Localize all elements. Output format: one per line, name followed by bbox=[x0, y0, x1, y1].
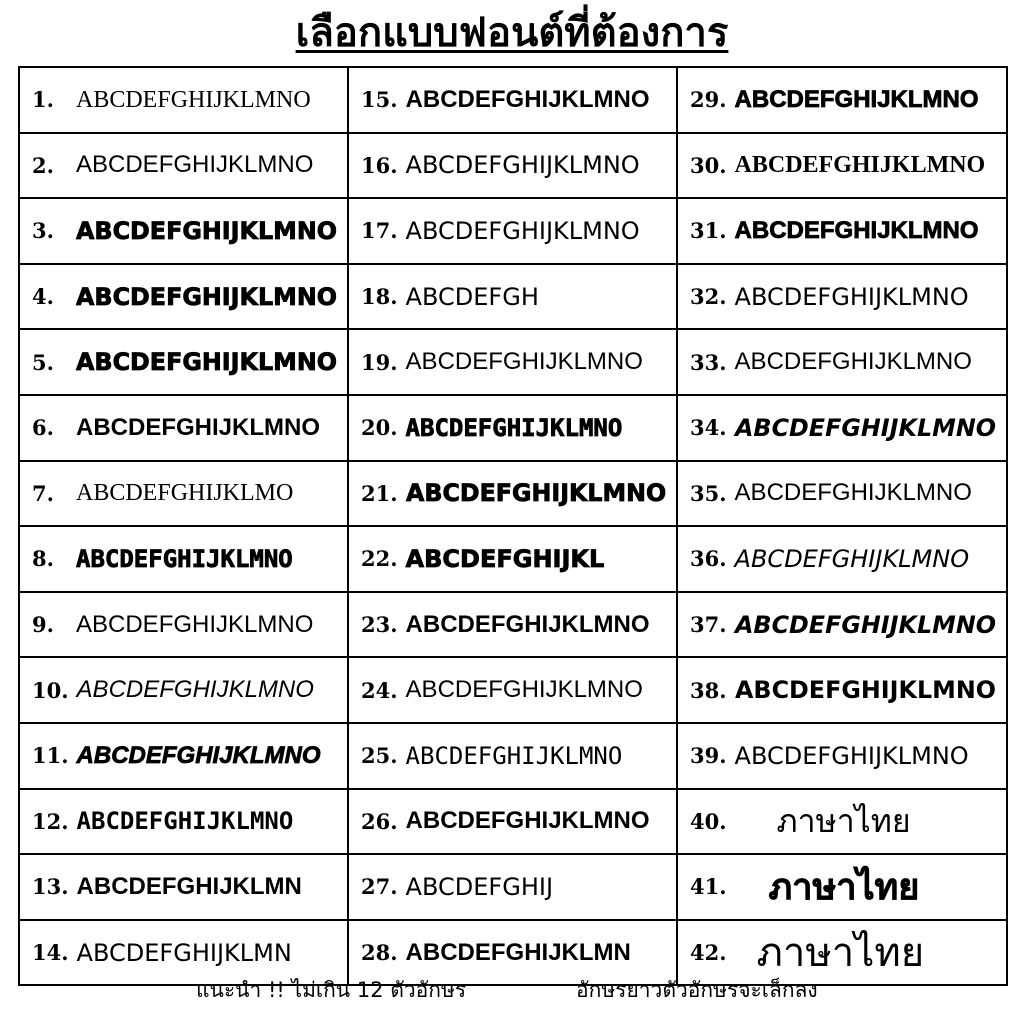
font-option bbox=[690, 68, 1006, 132]
font-option bbox=[361, 396, 676, 460]
font-option bbox=[690, 462, 1006, 526]
font-option-sample: ABCDEFGHIJKLMNO bbox=[405, 413, 623, 442]
font-option bbox=[361, 593, 676, 657]
font-option-cell[interactable] bbox=[677, 657, 1007, 723]
font-grid-row bbox=[19, 329, 1007, 395]
font-option-cell[interactable] bbox=[677, 526, 1007, 592]
font-option bbox=[32, 68, 347, 132]
font-option-sample: ABCDEFGHIJKLMNO bbox=[734, 741, 969, 770]
font-option-sample: ภาษาไทย bbox=[768, 865, 920, 908]
font-option-sample: ABCDEFGHIJKLMNO bbox=[405, 610, 650, 638]
font-option-cell[interactable] bbox=[348, 854, 677, 920]
font-grid-row bbox=[19, 461, 1007, 527]
font-option-sample: ABCDEFGH bbox=[405, 282, 539, 311]
font-option bbox=[32, 462, 347, 526]
font-option bbox=[690, 199, 1006, 263]
font-option-cell[interactable] bbox=[19, 395, 348, 461]
font-grid-row bbox=[19, 198, 1007, 264]
font-option bbox=[32, 527, 347, 591]
font-option bbox=[32, 593, 347, 657]
font-option-number: 23. bbox=[361, 612, 398, 638]
font-option bbox=[690, 593, 1006, 657]
font-option-sample: ABCDEFGHIJKLMNO bbox=[734, 282, 969, 311]
font-option-sample: ABCDEFGHIJKLMNO bbox=[405, 348, 643, 376]
font-option-sample: ABCDEFGHIJKLMNO bbox=[734, 348, 972, 376]
font-option bbox=[690, 330, 1006, 394]
font-option-sample: ABCDEFGHIJKLMNO bbox=[405, 741, 623, 770]
font-option-number: 1. bbox=[32, 87, 54, 113]
font-option-cell[interactable] bbox=[677, 461, 1007, 527]
font-option-number: 26. bbox=[361, 808, 398, 834]
font-option-cell[interactable] bbox=[348, 526, 677, 592]
font-option-number: 20. bbox=[361, 415, 398, 441]
font-option-number: 17. bbox=[361, 218, 398, 244]
font-grid-row bbox=[19, 395, 1007, 461]
font-option-cell[interactable] bbox=[19, 198, 348, 264]
font-option-sample: ABCDEFGHIJKLMNO bbox=[734, 479, 972, 507]
font-option bbox=[32, 265, 347, 329]
font-option-sample: ภาษาไทย bbox=[756, 929, 925, 976]
page-title: เลือกแบบฟอนต์ที่ต้องการ bbox=[295, 10, 729, 56]
font-option-number: 41. bbox=[690, 874, 727, 900]
font-option-number: 3. bbox=[32, 218, 54, 244]
font-option-sample: ABCDEFGHIJKLMNO bbox=[734, 610, 996, 639]
font-option-number: 21. bbox=[361, 480, 398, 506]
font-grid-row bbox=[19, 920, 1007, 986]
font-option-number: 24. bbox=[361, 677, 398, 703]
font-option-sample: ABCDEFGHIJKLMNO bbox=[76, 807, 294, 836]
font-option bbox=[32, 855, 347, 919]
font-option-number: 27. bbox=[361, 874, 398, 900]
font-option bbox=[361, 199, 676, 263]
font-option-cell[interactable] bbox=[348, 592, 677, 658]
font-option-number: 12. bbox=[32, 808, 69, 834]
font-option-sample: ABCDEFGHIJKLMN bbox=[76, 938, 292, 967]
font-option-number: 38. bbox=[690, 677, 727, 703]
font-option-cell[interactable] bbox=[348, 789, 677, 855]
font-option bbox=[32, 330, 347, 394]
footer-recommendation: แนะนำ !! ไม่เกิน 12 ตัวอักษร bbox=[196, 978, 467, 1002]
font-option-number: 42. bbox=[690, 940, 727, 966]
font-option bbox=[32, 658, 347, 722]
font-option-cell[interactable] bbox=[348, 67, 677, 133]
font-option-number: 14. bbox=[32, 940, 69, 966]
font-option-cell[interactable] bbox=[348, 264, 677, 330]
font-option-number: 39. bbox=[690, 743, 727, 769]
font-option bbox=[361, 134, 676, 198]
font-option-sample: ABCDEFGHIJKLMNO bbox=[76, 741, 321, 769]
font-option-cell[interactable] bbox=[19, 133, 348, 199]
font-option bbox=[32, 396, 347, 460]
font-option-sample: ภาษาไทย bbox=[776, 802, 911, 841]
font-option-number: 40. bbox=[690, 808, 727, 834]
font-option-cell[interactable] bbox=[348, 723, 677, 789]
font-option-number: 2. bbox=[32, 152, 54, 178]
font-option-number: 6. bbox=[32, 415, 54, 441]
font-option-sample: ABCDEFGHIJKLMNO bbox=[405, 85, 650, 113]
font-option bbox=[32, 790, 347, 854]
font-option bbox=[690, 724, 1006, 788]
font-option-cell[interactable] bbox=[19, 723, 348, 789]
font-option-number: 28. bbox=[361, 940, 398, 966]
font-option-number: 16. bbox=[361, 152, 398, 178]
font-option-sample: ABCDEFGHIJKLMNO bbox=[76, 544, 293, 573]
font-option-sample: ABCDEFGHIJKLMNO bbox=[405, 479, 666, 508]
font-option-sample: ABCDEFGHIJKLMNO bbox=[76, 610, 314, 638]
font-option-sample: ABCDEFGHIJKL bbox=[405, 544, 605, 573]
font-option-number: 35. bbox=[690, 480, 727, 506]
font-option-number: 5. bbox=[32, 349, 54, 375]
font-option-number: 34. bbox=[690, 415, 727, 441]
font-option-cell[interactable] bbox=[677, 723, 1007, 789]
font-option bbox=[690, 658, 1006, 722]
font-option-cell[interactable] bbox=[677, 264, 1007, 330]
font-option-sample: ABCDEFGHIJKLMNO bbox=[734, 413, 996, 442]
font-option-cell[interactable] bbox=[677, 133, 1007, 199]
font-option-cell[interactable] bbox=[19, 592, 348, 658]
font-option-number: 22. bbox=[361, 546, 398, 572]
font-option-cell[interactable] bbox=[19, 526, 348, 592]
font-option-number: 8. bbox=[32, 546, 54, 572]
font-grid-row bbox=[19, 592, 1007, 658]
font-option-cell[interactable] bbox=[348, 329, 677, 395]
font-option bbox=[32, 724, 347, 788]
font-grid-row bbox=[19, 723, 1007, 789]
font-option-cell[interactable] bbox=[19, 789, 348, 855]
font-option-sample: ABCDEFGHIJ bbox=[405, 872, 554, 901]
font-grid-row bbox=[19, 67, 1007, 133]
font-option-number: 19. bbox=[361, 349, 398, 375]
font-option bbox=[361, 462, 676, 526]
font-option-cell[interactable] bbox=[677, 67, 1007, 133]
font-option-number: 15. bbox=[361, 87, 398, 113]
font-option-cell[interactable] bbox=[19, 67, 348, 133]
font-option-sample: ABCDEFGHIJKLMNO bbox=[405, 807, 650, 835]
font-option-number: 32. bbox=[690, 284, 727, 310]
font-option-cell[interactable] bbox=[19, 461, 348, 527]
font-option bbox=[361, 658, 676, 722]
font-grid-row bbox=[19, 854, 1007, 920]
font-option-number: 11. bbox=[32, 743, 69, 769]
font-option bbox=[361, 265, 676, 329]
font-grid-row bbox=[19, 789, 1007, 855]
font-option-sample: ABCDEFGHIJKLMNO bbox=[76, 86, 311, 113]
font-option-cell[interactable] bbox=[677, 198, 1007, 264]
font-option-sample: ABCDEFGHIJKLMNO bbox=[76, 413, 320, 441]
font-option-sample: ABCDEFGHIJKLMNO bbox=[734, 216, 979, 244]
font-option-sample: ABCDEFGHIJKLMO bbox=[76, 480, 294, 507]
font-option-number: 25. bbox=[361, 743, 398, 769]
font-option-cell[interactable] bbox=[19, 657, 348, 723]
font-option bbox=[690, 265, 1006, 329]
font-option-sample: ABCDEFGHIJKLMN bbox=[405, 938, 631, 966]
font-option-sample: ABCDEFGHIJKLMNO bbox=[76, 151, 314, 179]
font-grid-row bbox=[19, 657, 1007, 723]
font-option bbox=[690, 790, 1006, 854]
font-option bbox=[361, 790, 676, 854]
font-option bbox=[690, 527, 1006, 591]
font-option-number: 29. bbox=[690, 87, 727, 113]
font-option-sample: ABCDEFGHIJKLMN bbox=[76, 872, 302, 900]
font-option bbox=[690, 134, 1006, 198]
font-option-sample: ABCDEFGHIJKLMNO bbox=[734, 676, 996, 705]
font-option-number: 7. bbox=[32, 480, 54, 506]
font-option-cell[interactable] bbox=[19, 264, 348, 330]
font-grid-row bbox=[19, 264, 1007, 330]
font-option-sample: ABCDEFGHIJKLMNO bbox=[734, 152, 986, 179]
font-option-sample: ABCDEFGHIJKLMNO bbox=[76, 676, 314, 704]
font-option-sample: ABCDEFGHIJKLMNO bbox=[405, 151, 640, 180]
font-option-number: 33. bbox=[690, 349, 727, 375]
font-option-cell[interactable] bbox=[677, 329, 1007, 395]
font-option-cell[interactable] bbox=[348, 133, 677, 199]
font-option-number: 9. bbox=[32, 612, 54, 638]
font-option-cell[interactable] bbox=[348, 461, 677, 527]
font-option bbox=[32, 199, 347, 263]
font-option-cell[interactable] bbox=[677, 395, 1007, 461]
font-grid-row bbox=[19, 526, 1007, 592]
font-option-cell[interactable] bbox=[19, 329, 348, 395]
font-grid-row bbox=[19, 133, 1007, 199]
font-option bbox=[690, 396, 1006, 460]
font-option bbox=[32, 134, 347, 198]
font-option-sample: ABCDEFGHIJKLMNO bbox=[405, 216, 640, 245]
font-option-sample: ABCDEFGHIJKLMNO bbox=[76, 282, 338, 311]
font-option-cell[interactable] bbox=[348, 657, 677, 723]
font-option-number: 36. bbox=[690, 546, 727, 572]
font-option bbox=[690, 855, 1006, 919]
font-option bbox=[361, 724, 676, 788]
font-option-cell[interactable] bbox=[348, 395, 677, 461]
font-option-number: 10. bbox=[32, 677, 69, 703]
font-option bbox=[361, 855, 676, 919]
font-option-number: 18. bbox=[361, 284, 398, 310]
font-option bbox=[361, 527, 676, 591]
font-option-cell[interactable] bbox=[677, 854, 1007, 920]
font-option-number: 30. bbox=[690, 152, 727, 178]
font-option-number: 31. bbox=[690, 218, 727, 244]
font-option-cell[interactable] bbox=[677, 789, 1007, 855]
font-option-sample: ABCDEFGHIJKLMNO bbox=[76, 216, 338, 245]
font-option-sample: ABCDEFGHIJKLMNO bbox=[76, 348, 338, 377]
font-option-sample: ABCDEFGHIJKLMNO bbox=[734, 544, 970, 573]
font-option bbox=[361, 68, 676, 132]
font-sample-grid bbox=[18, 66, 1008, 986]
font-option bbox=[361, 330, 676, 394]
font-option-number: 13. bbox=[32, 874, 69, 900]
font-option-cell[interactable] bbox=[348, 198, 677, 264]
font-option-sample: ABCDEFGHIJKLMNO bbox=[734, 85, 979, 113]
footer-length-note: อักษรยาวตัวอักษรจะเล็กลง bbox=[576, 978, 818, 1002]
font-option-cell[interactable] bbox=[19, 854, 348, 920]
font-option-cell[interactable] bbox=[677, 592, 1007, 658]
font-option-number: 4. bbox=[32, 284, 54, 310]
font-option-sample: ABCDEFGHIJKLMNO bbox=[405, 676, 643, 704]
font-option-number: 37. bbox=[690, 612, 727, 638]
